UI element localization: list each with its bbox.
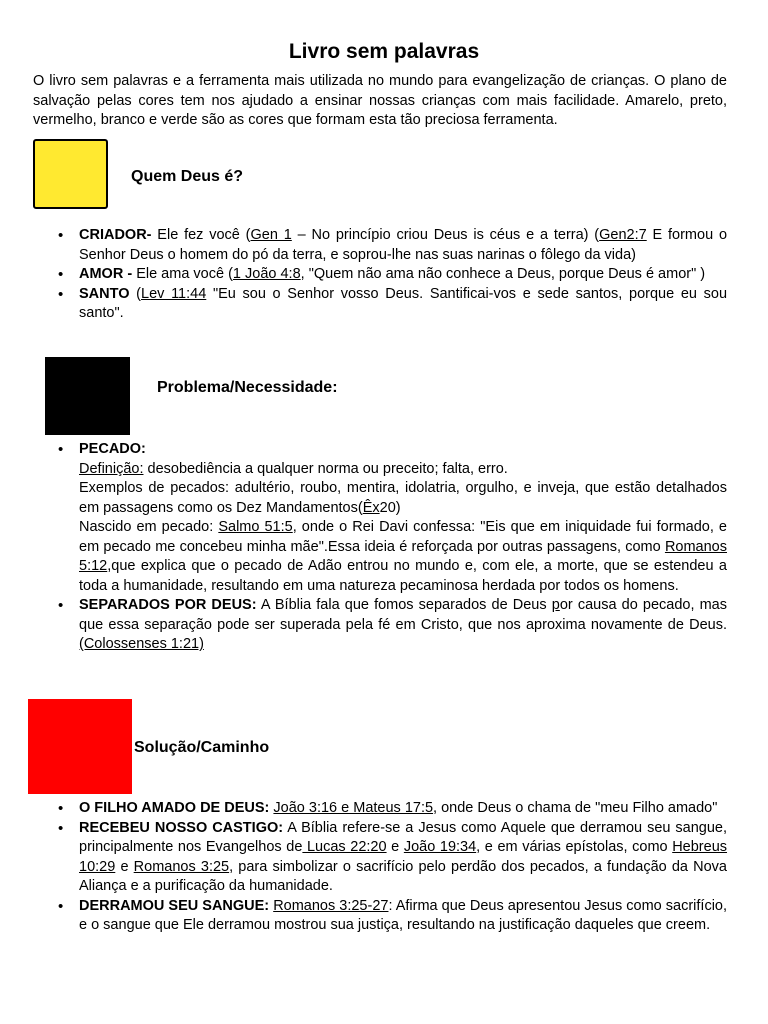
item-text: Ele ama você ( [132,266,233,282]
item-text: A Bíblia refere-se a Jesus como Aquele que derramou seu sangue, principalmente nos Evangelhos de [79,819,728,855]
item-label: DERRAMOU SEU SANGUE: [79,897,270,914]
item-text: : Afirma que Deus apresentou Jesus como sacrifício, e o sangue que Ele derramou mostrou sua justiça, resultando na justificação daqueles que creem. [79,897,728,933]
item-text: e [386,839,404,855]
exemplos-text: Exemplos de pecados: adultério, roubo, mentira, idolatria, orgulho, e inveja, que estão detalhados em passagens como os Dez Mandamentos( [79,480,727,516]
colossenses-reference-link[interactable]: (Colossenses 1:21) [79,636,204,652]
bible-reference-link[interactable]: Gen 1 [250,227,292,243]
exemplos-post: 20) [379,499,401,516]
nascido-text: , onde o Rei Davi confessa: "Eis que em iniquidade fui formado, e em pecado me concebeu minha mãe".Essa ideia é reforçada por outras passagens, como [79,519,727,555]
yellow-color-block [33,139,108,209]
item-label: AMOR - [79,266,133,282]
list-item [58,265,727,285]
romanos-reference-link[interactable]: Romanos 5:12 [79,538,727,574]
section-heading-problema: Problema/Necessidade: [157,379,338,396]
item-text: ( [129,285,142,302]
list-item [58,819,727,897]
page-title: Livro sem palavras [288,40,480,63]
item-text: , e em várias epístolas, como [476,839,673,855]
nascido-text: Nascido em pecado: [79,519,219,535]
exemplos-line [79,479,727,518]
item-label: SANTO [79,285,130,302]
list-item [58,799,727,819]
nascido-line [79,518,727,596]
item-text: E formou o Senhor Deus o homem do pó da terra, e soprou-lhe nas suas narinas o fôlego da vida) [79,227,728,263]
section3-list [58,799,727,936]
definicao-text: desobediência a qualquer norma ou preceito; falta, erro. [143,460,508,477]
bible-reference-link[interactable]: Gen2:7 [599,227,647,243]
item-text: – No princípio criou Deus is céus e a terra) ( [291,227,600,243]
exodo-reference-link[interactable]: Êx [362,499,380,516]
item-text: , para simbolizar o sacrifício pelo perdão dos pecados, a fundação da Nova Aliança e a purificação da humanidade. [79,858,727,894]
definicao-label: Definição: [79,460,144,477]
item-text: "Eu sou o Senhor vosso Deus. Santificai-vos e sede santos, porque eu sou santo". [79,285,728,321]
section-heading-quem-deus: Quem Deus é? [131,168,244,185]
item-label: O FILHO AMADO DE DEUS: [79,800,270,816]
pecado-label: • PECADO: [79,441,146,457]
section2-list [58,440,727,655]
item-text: e [115,858,134,875]
list-item-pecado [58,440,727,596]
list-item [58,897,727,936]
bible-reference-link[interactable]: João 3:16 e Mateus 17:5 [273,800,434,816]
red-color-block [28,699,132,794]
bible-reference-link[interactable]: João 19:34 [403,839,477,855]
list-item-separados [58,596,727,655]
separados-label: SEPARADOS POR DEUS: [79,597,257,613]
bible-reference-link[interactable]: 1 João 4:8 [232,266,301,282]
black-color-block [45,357,130,435]
item-text: Ele fez você ( [151,227,251,243]
separados-text: or causa do pecado, mas que essa separação pode ser superada pela fé em Cristo, que nos aproxima novamente de Deus. [79,597,727,633]
bible-reference-link[interactable]: Hebreus 10:29 [79,839,728,875]
item-text: , onde Deus o chama de "meu Filho amado" [433,800,718,816]
item-text: , "Quem não ama não conhece a Deus, porque Deus é amor" ) [300,266,706,282]
separados-text: A Bíblia fala que fomos separados de Deus [256,597,552,613]
definicao-line [79,460,727,480]
bible-reference-link[interactable]: Lucas 22:20 [302,839,387,855]
section1-list [58,226,727,324]
section-heading-solucao: Solução/Caminho [134,739,270,756]
bible-reference-link[interactable]: Lev 11:44 [141,285,207,302]
bible-reference-link[interactable]: Romanos 3:25 [133,858,230,875]
salmo-reference-link[interactable]: Salmo 51:5 [218,519,293,535]
separados-text-underlined: p [551,597,560,613]
list-item [58,285,727,324]
list-item [58,226,727,265]
item-label: CRIADOR- [79,227,152,243]
intro-paragraph: O livro sem palavras e a ferramenta mais utilizada no mundo para evangelização de crianças. O plano de salvação pelas cores tem nos ajudado a ensinar nossas crianças com mais facilidade. Amarelo, preto, vermelho, branco e verde são as cores que formam esta tão preciosa ferramenta. [33,73,727,128]
nascido-text: ,que explica que o pecado de Adão entrou no mundo e, com ele, a morte, que se estendeu a toda a humanidade, resultando em uma natureza pecaminosa herdada por todos os homens. [79,558,727,594]
item-label: RECEBEU NOSSO CASTIGO: [79,819,284,836]
bible-reference-link[interactable]: Romanos 3:25-27 [273,897,389,914]
